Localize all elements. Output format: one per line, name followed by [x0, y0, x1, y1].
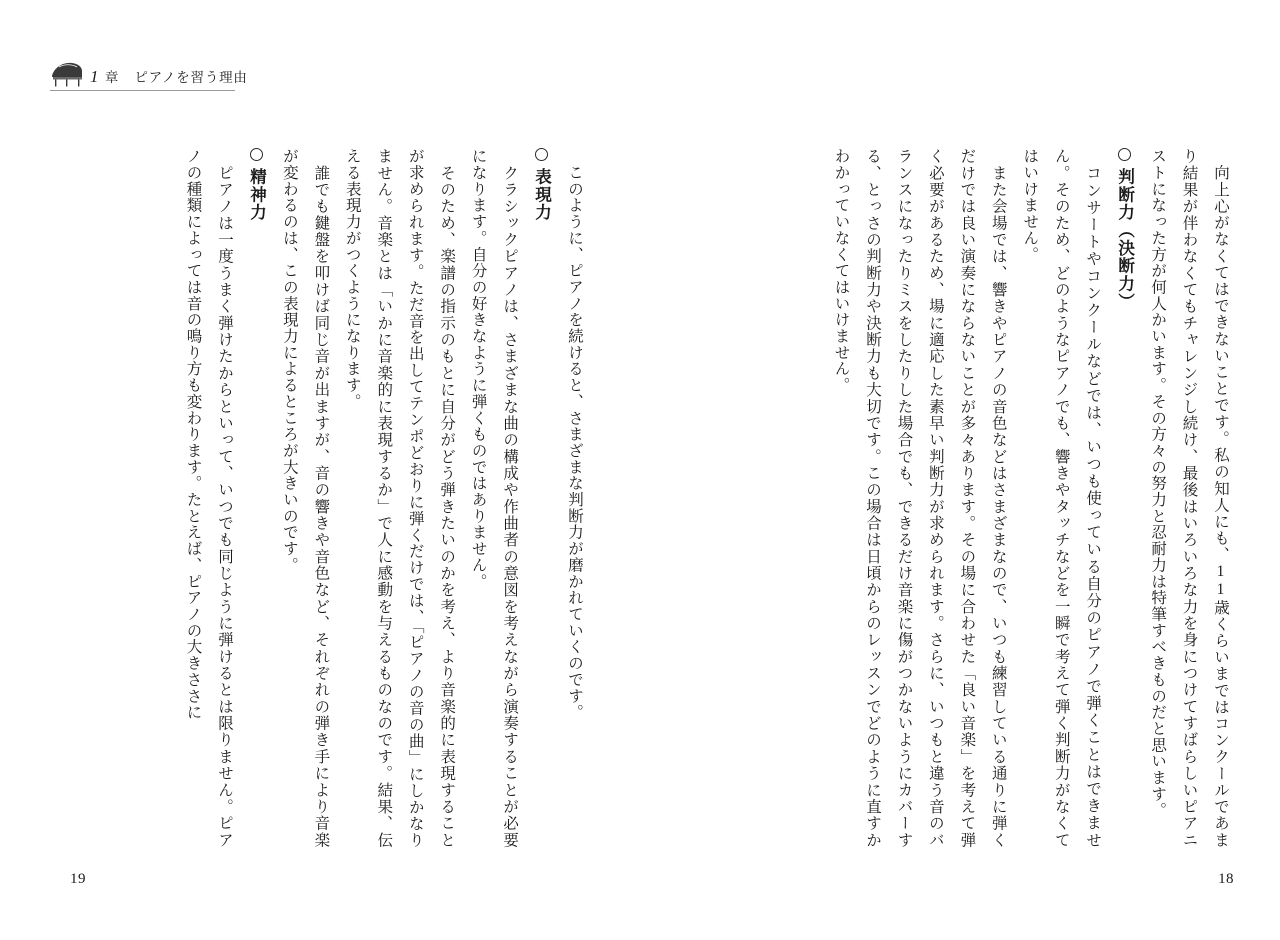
section-heading: [525, 148, 558, 848]
body-paragraph: 向上心がなくてはできないことです。私の知人にも、11歳くらいまではコンクールであまり結果が伴わなくてもチャレンジし続け、最後はいろいろな力を身につけてすばらしいピアニストになった方が何人かいます。その方々の努力と忍耐力は特筆すべきものだと思います。: [1149, 148, 1229, 848]
page-right: [640, 0, 1280, 940]
page-left-body: [177, 148, 590, 848]
running-head-chapter-title: ピアノを習う理由: [134, 69, 248, 85]
section-heading-label: 判断力（決断力）: [1115, 168, 1135, 311]
running-head-chapter-unit: 章: [104, 69, 119, 85]
body-paragraph: また会場では、響きやピアノの音色などはさまざまなので、いつも練習している通りに弾くだけでは良い演奏にならないことが多々あります。その場に合わせた「良い音楽」を考えて弾く必要があるため、場に適応した素早い判断力が求められます。さらに、いつもと違う音のバランスになったりミスをしたりした場合でも、できるだけ音楽に傷がつかないようにカバーする、とっさの判断力や決断力も大切です。この場合は日頃からのレッスンでどのように直すかわかっていなくてはいけません。: [832, 148, 1007, 848]
body-paragraph: そのため、楽譜の指示のもとに自分がどう弾きたいのかを考え、より音楽的に表現することが求められます。ただ音を出してテンポどおりに弾くだけでは、「ピアノの音の曲」にしかなりません。音楽とは「いかに音楽的に表現するか」で人に感動を与えるものなのです。結果、伝える表現力がつくようになります。: [343, 148, 456, 848]
body-paragraph: ピアノは一度うまく弾けたからといって、いつでも同じように弾けるとは限りません。ピアノの種類によっては音の鳴り方も変わります。たとえば、ピアノの大きささに: [184, 148, 233, 848]
body-paragraph: 誰でも鍵盤を叩けば同じ音が出ますが、音の響きや音色など、それぞれの弾き手により音楽が変わるのは、この表現力によるところが大きいのです。: [280, 148, 330, 848]
circle-bullet-icon: [1118, 148, 1131, 161]
page-right-body: [825, 148, 1236, 848]
section-heading-label: 精神力: [247, 168, 267, 222]
body-paragraph: コンサートやコンクールなどでは、いつも使っている自分のピアノで弾くことはできません。そのため、どのようなピアノでも、響きやタッチなどを一瞬で考えて弾く判断力がなくてはいけません。: [1021, 148, 1102, 848]
page-number-left: 19: [70, 871, 86, 887]
page-number-right: 18: [1218, 871, 1234, 887]
circle-bullet-icon: [250, 148, 263, 161]
section-heading: [240, 148, 273, 848]
running-head-chapter-number: 1: [90, 67, 99, 86]
body-paragraph: クラシックピアノは、さまざまな曲の構成や作曲者の意図を考えながら演奏することが必要になります。自分の好きなように弾くものではありません。: [469, 148, 519, 848]
section-heading-label: 表現力: [532, 168, 552, 222]
circle-bullet-icon: [535, 148, 548, 161]
body-paragraph: このように、ピアノを続けると、さまざまな判断力が磨かれていくのです。: [566, 148, 583, 721]
section-heading: [1108, 148, 1141, 848]
